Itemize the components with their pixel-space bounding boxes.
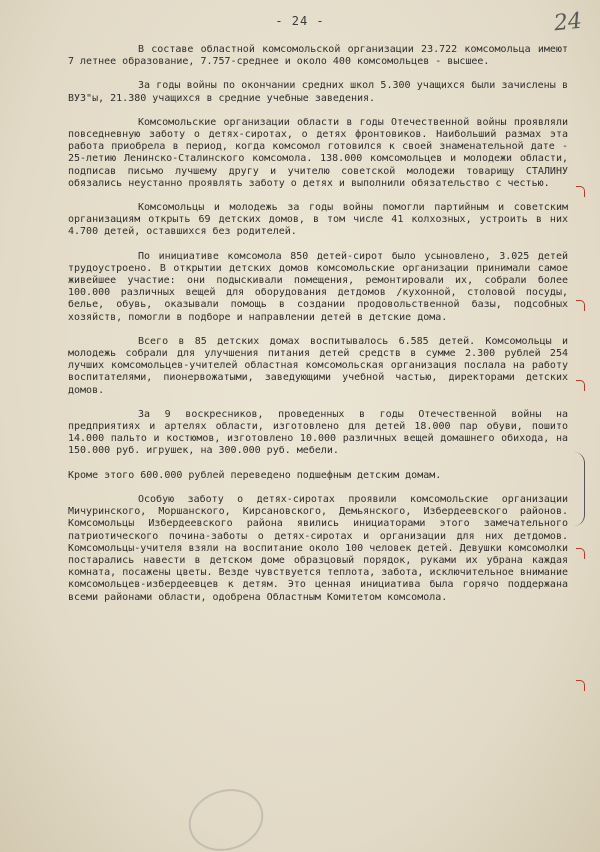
paragraph-transfer: Кроме этого 600.000 рублей переведено подшефным детским домам. bbox=[68, 469, 442, 481]
red-margin-mark bbox=[576, 548, 585, 559]
paragraph-85-homes: Всего в 85 детских домах воспитывалось 6.585 детей. Комсомольцы и молодежь собрали для улучшения питания детей средств в сумме 2.300 рублей 254 лучших комсомольцев-учителей областная комсомольская организация послала на работу воспитателями, пионервожатыми, заведующими учебной частью, директорами детских домов. bbox=[68, 335, 568, 396]
paragraph-voskresniki: За 9 воскресников, проведенных в годы Отечественной войны на предприятиях и артелях области, изготовлено для детей 18.000 пар обуви, пошито 14.000 пальто и костюмов, изготовлено 10.000 различных вещей домашнего обихода, на 150.000 руб. игрушек, на 300.000 руб. мебели. bbox=[68, 408, 568, 457]
page-number: - 24 - bbox=[275, 14, 325, 28]
paragraph-district-initiative: Особую заботу о детях-сиротах проявили комсомольские организации Мичуринского, Моршанского, Кирсановского, Демьянского, Избердеевского районов. Комсомольцы Избердеевского района явились инициаторами этого замечательного патриотического почина-заботы о детях-сиротах и организации для них детдомов. Комсомольцы-учителя взяли на воспитание около 100 человек детей. Девушки комсомолки постарались навести в детском доме образцовый порядок, руками их убрана каждая комната, посажены цветы. Везде чувствуется теплота, забота, исключительное внимание комсомольцев-избердеевцев к детям. Это ценная инициатива была горячо поддержана всеми районами области, одобрена Областным Комитетом комсомола. bbox=[68, 493, 568, 603]
faded-stamp bbox=[181, 780, 272, 852]
paragraph-care-orphans: Комсомольские организации области в годы Отечественной войны проявляли повседневную заботу о детях-сиротах, о детях фронтовиков. Наибольший размах эта работа приобрела в период, когда комсомол готовился к своей знаменательной дате - 25-летию Ленинско-Сталинского комсомола. 138.000 комсомольцев и молодежи области, подписав письмо лучшему другу и учителю советской молодежи товарищу СТАЛИНУ обязались неустанно проявлять заботу о детях и выполнили обязательство с честью. bbox=[68, 116, 568, 189]
document-body bbox=[68, 44, 568, 616]
red-margin-mark bbox=[576, 186, 585, 197]
paragraph-education: В составе областной комсомольской организации 23.722 комсомольца имеют 7 летнее образование, 7.757-среднее и около 400 комсомольцев - высшее. bbox=[68, 44, 568, 68]
paragraph-graduates: За годы войны по окончании средних школ 5.300 учащихся были зачислены в ВУЗ"ы, 21.380 учащихся в средние учебные заведения. bbox=[68, 80, 568, 104]
handwritten-page-number: 24 bbox=[552, 8, 584, 37]
red-margin-mark bbox=[576, 300, 585, 311]
pencil-margin-bracket bbox=[574, 452, 585, 526]
paragraph-childrens-homes: Комсомольцы и молодежь за годы войны помогли партийным и советским организациям открыть 69 детских домов, в том числе 41 колхозных, устроить в них 4.700 детей, оставшихся без родителей. bbox=[68, 202, 568, 238]
red-margin-mark bbox=[576, 380, 585, 391]
paragraph-adoption: По инициативе комсомола 850 детей-сирот было усыновлено, 3.025 детей трудоустроено. В открытии детских домов комсомольские организации принимали самое живейшее участие: они подыскивали помещения, ремонтировали их, собрали более 100.000 различных вещей для оборудования детдомов /кухонной, столовой посуды, белье, обувь, оказывали помощь в создании продовольственной базы, подсобных хозяйств, помогли в подборе и направлении детей в детские дома. bbox=[68, 250, 568, 323]
red-margin-mark bbox=[576, 680, 585, 691]
